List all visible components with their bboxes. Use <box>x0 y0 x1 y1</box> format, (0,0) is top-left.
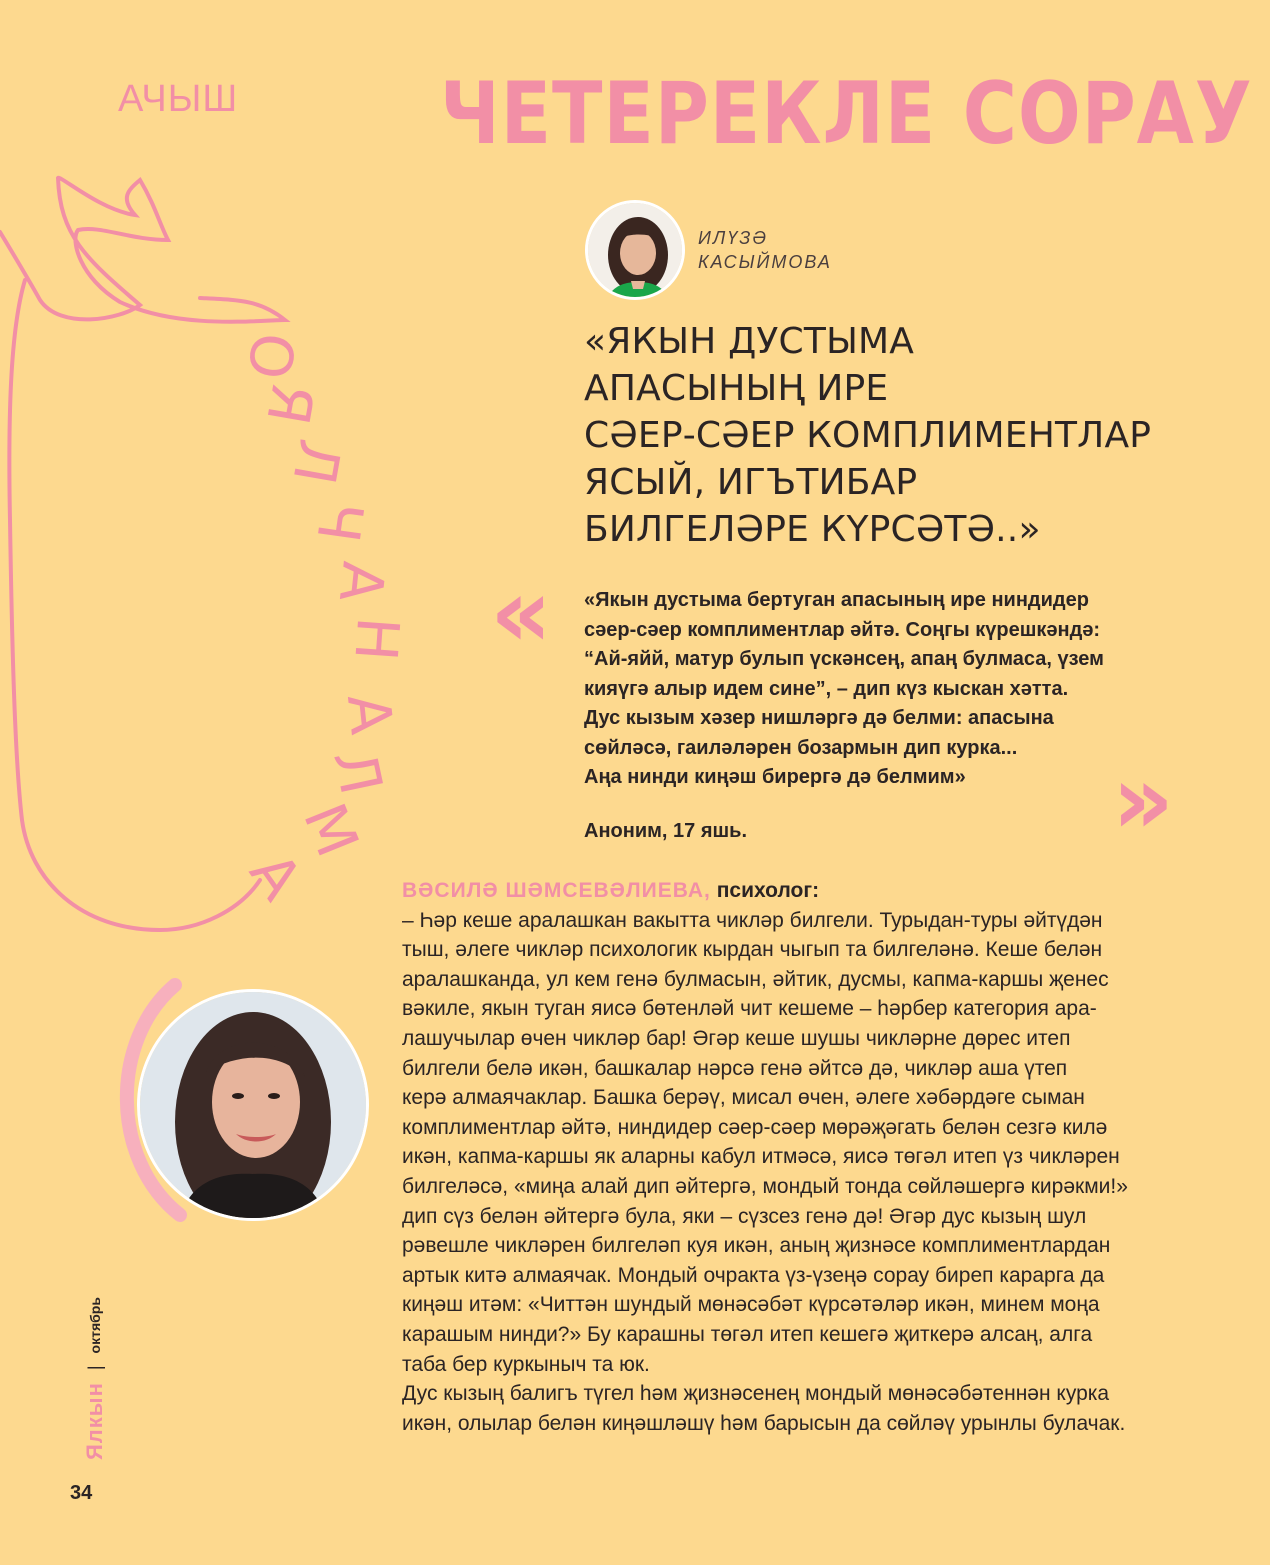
answer-line: керә алмаячаклар. Башка берәү, мисал өчен, әлеге хәбәрдәге сыман <box>402 1086 1085 1110</box>
answer-line: комплиментлар әйтә, ниндидер сәер-сәер мөрәҗәгать белән сезгә килә <box>402 1115 1108 1139</box>
letter-line: «Якын дустыма бертуган апасының ире ниндидер <box>584 589 1089 611</box>
spine-separator: | <box>84 1365 105 1371</box>
apple-body-curve <box>9 280 260 930</box>
answer-line: киңәш итәм: «Читтән шундый мөнәсәбәт күрсәтәләр икән, минем моңа <box>402 1293 1100 1317</box>
answer-line: рәвешле чикләрен билгеләп куя икән, аның җизнәсе комплиментлардан <box>402 1234 1111 1258</box>
answer-line: таба бер куркыныч та юк. <box>402 1352 650 1376</box>
letter-line: сөйләсә, гаиләләрен бозармын дип курка... <box>584 736 1018 759</box>
expert-role: психолог: <box>710 879 820 902</box>
pull-quote-line: БИЛГЕЛӘРЕ КҮРСӘТӘ..» <box>584 509 1041 550</box>
answer-line: вәкиле, якын туган яисә бөтенләй чит кешеме – һәрбер категория ара- <box>402 997 1097 1021</box>
arc-title-letter: Н <box>341 614 413 664</box>
answer-line: билгеләсә, «миңа алай дип әйтергә, мондый тонда сөйләшергә кирәкми!» <box>402 1174 1128 1198</box>
open-quote-mark: « <box>490 557 553 669</box>
magazine-name: Ялкын <box>82 1382 107 1460</box>
arc-title-letter: Я <box>253 378 328 430</box>
pull-quote-line: ЯСЫЙ, ИГЪТИБАР <box>584 462 918 503</box>
arc-title-letter: Ч <box>303 497 377 547</box>
answer-line: билгели белә икән, башкалар нәрсә генә әйтсә дә, чикләр аша үтеп <box>402 1056 1068 1080</box>
answer-line: тыш, әлеге чикләр психологик кырдан чыгып та билгеләнә. Кеше белән <box>402 938 1103 962</box>
expert-name: ВӘСИЛӘ ШӘМСЕВӘЛИЕВА, <box>402 879 711 902</box>
page-number: 34 <box>70 1482 93 1504</box>
arc-title-letter: М <box>290 794 372 866</box>
answer-line: артык китә алмаячак. Мондый очракта үз-үзеңә сорау биреп карарга да <box>402 1263 1105 1287</box>
arc-title-letter: Л <box>279 434 355 490</box>
reader-letter <box>584 586 1144 793</box>
letter-line: Дус кызым хәзер нишләргә дә белми: апасына <box>584 707 1054 729</box>
expert-byline <box>402 876 1184 906</box>
answer-line: Дус кызың балигъ түгел һәм җизнәсенең мондый мөнәсәбәтеннән курка <box>402 1382 1110 1406</box>
letter-line: сәер-сәер комплиментлар әйтә. Соңгы күрешкәндә: <box>584 618 1101 641</box>
letter-line: “Ай-яйй, матур булып үскәнсең, апаң булмаса, үзем <box>584 648 1104 670</box>
letter-line: Аңа нинди киңәш бирергә дә белмим» <box>584 766 966 788</box>
apple-leaf-shape <box>0 178 285 322</box>
author-last-name: КАСЫЙМОВА <box>698 252 832 272</box>
pull-quote-line: СӘЕР-СӘЕР КОМПЛИМЕНТЛАР <box>584 415 1152 456</box>
answer-line: лашучылар өчен чикләр бар! Әгәр кеше шушы чикләрне дөрес итеп <box>402 1026 1071 1050</box>
arc-title-letter: А <box>236 840 316 912</box>
expert-answer <box>402 876 1184 1438</box>
letter-line: кияүгә алыр идем сине”, – дип күз кыскан хәтта. <box>584 677 1069 700</box>
answer-line: карашым нинди?» Бу карашны төгәл итеп кешегә җиткерә алсаң, алга <box>402 1322 1093 1346</box>
pull-quote <box>584 318 1204 553</box>
section-label: АЧЫШ <box>118 78 239 120</box>
answer-line: икән, капма-каршы як аларны кабул итмәсә, яисә төгәл итеп үз чикләрен <box>402 1145 1120 1169</box>
author-name <box>698 226 832 274</box>
answer-line: – Һәр кеше аралашкан вакытта чикләр билгели. Турыдан-туры әйтүдән <box>402 908 1103 932</box>
arc-title-letter: О <box>233 328 308 384</box>
letter-signature: Аноним, 17 яшь. <box>584 820 748 842</box>
expert-avatar <box>137 989 369 1221</box>
author-portrait-image <box>588 203 685 300</box>
answer-line: аралашканда, ул кем генә булмасын, әйтик, дусмы, капма-каршы җенес <box>402 967 1109 991</box>
close-quote-mark: » <box>1112 744 1175 856</box>
pull-quote-line: АПАСЫНЫҢ ИРЕ <box>584 368 889 409</box>
author-avatar <box>585 200 685 300</box>
answer-line: дип сүз белән әйтергә була, яки – сүзсез генә дә! Әгәр дус кызың шул <box>402 1204 1087 1228</box>
magazine-spine <box>75 1297 115 1460</box>
page-title: ЧЕТЕРЕКЛЕ СОРАУ <box>440 64 1253 164</box>
answer-line: икән, олылар белән киңәшләшү һәм барысын да сөйләү урынлы булачак. <box>402 1411 1126 1435</box>
issue-month: октябрь <box>87 1297 103 1354</box>
pull-quote-line: «ЯКЫН ДУСТЫМА <box>584 321 915 362</box>
arc-title-letter: А <box>333 690 406 738</box>
arc-title-letter: Л <box>320 743 396 801</box>
arc-title-letter: А <box>325 558 398 606</box>
expert-portrait-image <box>140 992 366 1218</box>
author-first-name: ИЛҮЗӘ <box>698 228 769 248</box>
